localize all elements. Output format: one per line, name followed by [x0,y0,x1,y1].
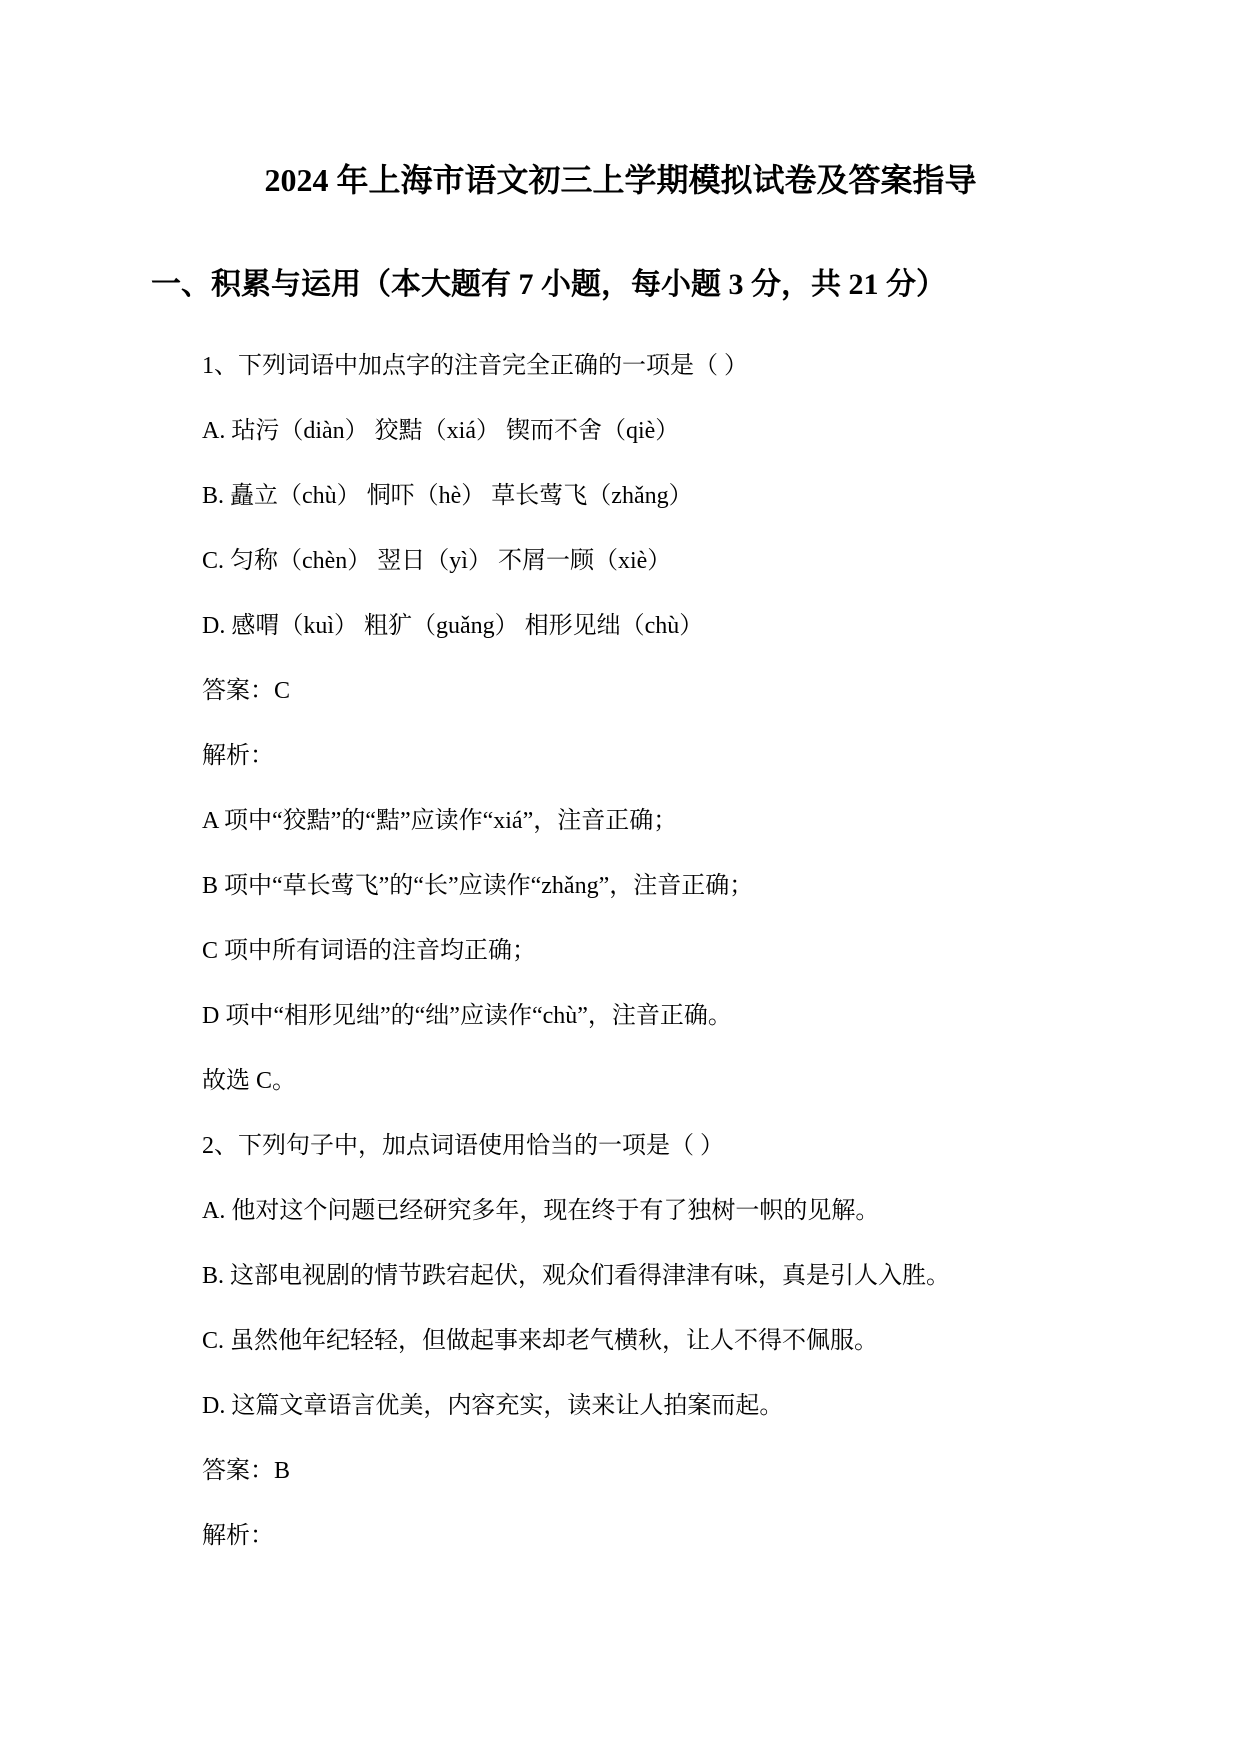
document-body [202,334,1162,1569]
question-2-option-b: B. 这部电视剧的情节跌宕起伏，观众们看得津津有味，真是引人入胜。 [202,1263,951,1289]
question-1-stem: 1、下列词语中加点字的注音完全正确的一项是（ ） [202,353,748,379]
question-2-option-c: C. 虽然他年纪轻轻，但做起事来却老气横秋，让人不得不佩服。 [202,1328,879,1354]
question-1-analysis-a: A 项中“狡黠”的“黠”应读作“xiá”，注音正确； [202,808,678,834]
question-1-option-d: D. 感喟（kuì） 粗犷（guǎng） 相形见绌（chù） [202,613,704,639]
question-1-analysis-c: C 项中所有词语的注音均正确； [202,938,537,964]
question-1-answer: 答案：C [202,678,291,704]
question-2-option-d: D. 这篇文章语言优美，内容充实，读来让人拍案而起。 [202,1393,784,1419]
question-1-analysis-label: 解析： [202,743,274,769]
question-2-analysis-label: 解析： [202,1523,274,1549]
question-1-conclusion: 故选 C。 [202,1068,297,1094]
question-1-option-b: B. 矗立（chù） 恫吓（hè） 草长莺飞（zhǎng） [202,483,693,509]
question-1-option-c: C. 匀称（chèn） 翌日（yì） 不屑一顾（xiè） [202,548,672,574]
question-2-option-a: A. 他对这个问题已经研究多年，现在终于有了独树一帜的见解。 [202,1198,880,1224]
question-2-answer: 答案：B [202,1458,291,1484]
document-title: 2024 年上海市语文初三上学期模拟试卷及答案指导 [264,162,977,198]
question-1-option-a: A. 玷污（diàn） 狡黠（xiá） 锲而不舍（qiè） [202,418,680,444]
question-1-analysis-b: B 项中“草长莺飞”的“长”应读作“zhǎng”，注音正确； [202,873,754,899]
section-heading: 一、积累与运用（本大题有 7 小题，每小题 3 分，共 21 分） [151,268,946,301]
question-1-analysis-d: D 项中“相形见绌”的“绌”应读作“chù”，注音正确。 [202,1003,732,1029]
question-2-stem: 2、下列句子中，加点词语使用恰当的一项是（ ） [202,1133,724,1159]
